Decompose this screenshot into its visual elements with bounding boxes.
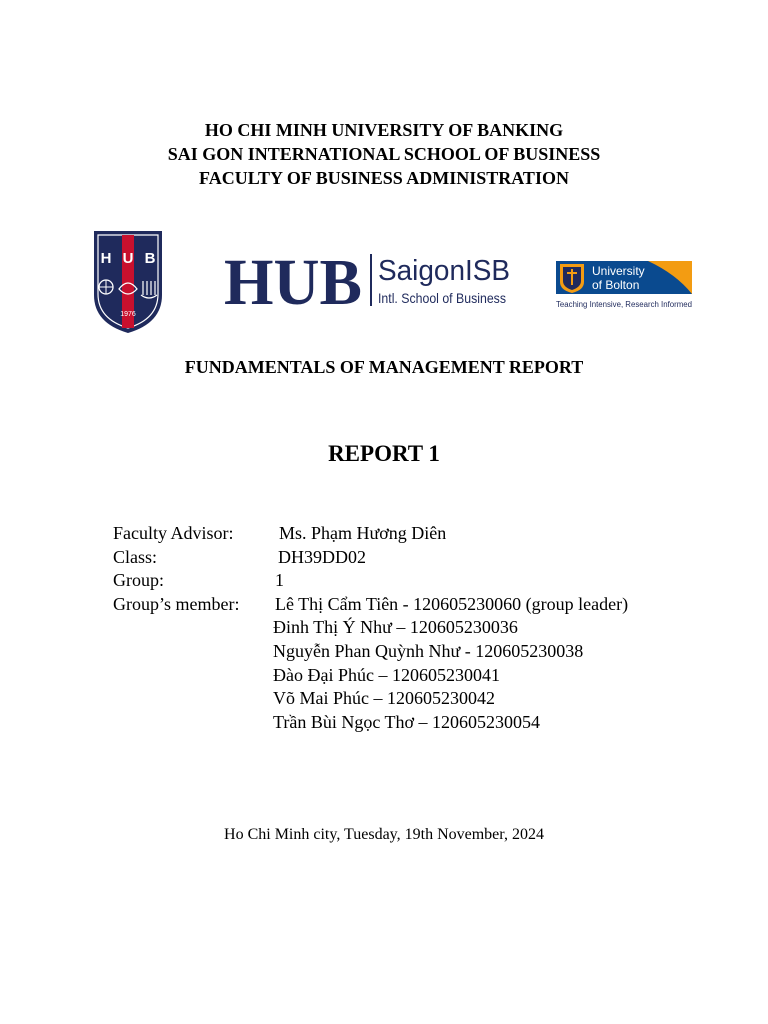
university-header bbox=[0, 118, 768, 190]
member-item: Đinh Thị Ý Như – 120605230036 bbox=[273, 617, 518, 638]
hub-shield-logo bbox=[92, 229, 164, 335]
member-item: Trần Bùi Ngọc Thơ – 120605230054 bbox=[273, 711, 541, 732]
member-item: Võ Mai Phúc – 120605230042 bbox=[273, 688, 495, 709]
faculty-name: FACULTY OF BUSINESS ADMINISTRATION bbox=[199, 168, 569, 188]
svg-text:H: H bbox=[100, 250, 112, 267]
svg-text:University: University bbox=[592, 264, 645, 278]
university-name: HO CHI MINH UNIVERSITY OF BANKING bbox=[204, 120, 564, 140]
svg-text:U: U bbox=[122, 250, 134, 267]
advisor-label: Faculty Advisor: bbox=[113, 523, 234, 543]
members-list bbox=[273, 593, 629, 735]
class-label: Class: bbox=[113, 546, 158, 567]
svg-text:Intl. School of Business: Intl. School of Business bbox=[378, 290, 506, 306]
group-value: 1 bbox=[275, 570, 284, 591]
university-of-bolton-logo bbox=[552, 256, 698, 312]
report-type-heading: FUNDAMENTALS OF MANAGEMENT REPORT bbox=[184, 357, 584, 377]
member-item: Đào Đại Phúc – 120605230041 bbox=[273, 664, 500, 685]
report-title: REPORT 1 bbox=[328, 441, 440, 466]
report-date: Ho Chi Minh city, Tuesday, 19th November, 2024 bbox=[224, 826, 544, 843]
group-label: Group: bbox=[113, 570, 164, 591]
svg-text:SaigonISB: SaigonISB bbox=[378, 255, 510, 287]
svg-text:Teaching Intensive, Research I: Teaching Intensive, Research Informed bbox=[556, 300, 692, 309]
svg-text:B: B bbox=[144, 250, 156, 267]
hub-saigonisb-logo bbox=[212, 240, 517, 318]
svg-text:of Bolton: of Bolton bbox=[592, 278, 640, 292]
school-name: SAI GON INTERNATIONAL SCHOOL OF BUSINESS bbox=[167, 144, 601, 164]
member-item: Lê Thị Cẩm Tiên - 120605230060 (group leader) bbox=[275, 593, 629, 614]
class-value: DH39DD02 bbox=[278, 546, 366, 567]
advisor-value: Ms. Phạm Hương Diên bbox=[279, 523, 447, 543]
svg-text:HUB: HUB bbox=[224, 246, 362, 318]
members-label: Group’s member: bbox=[113, 593, 240, 614]
member-item: Nguyễn Phan Quỳnh Như - 120605230038 bbox=[273, 640, 584, 661]
svg-text:1976: 1976 bbox=[120, 311, 136, 318]
